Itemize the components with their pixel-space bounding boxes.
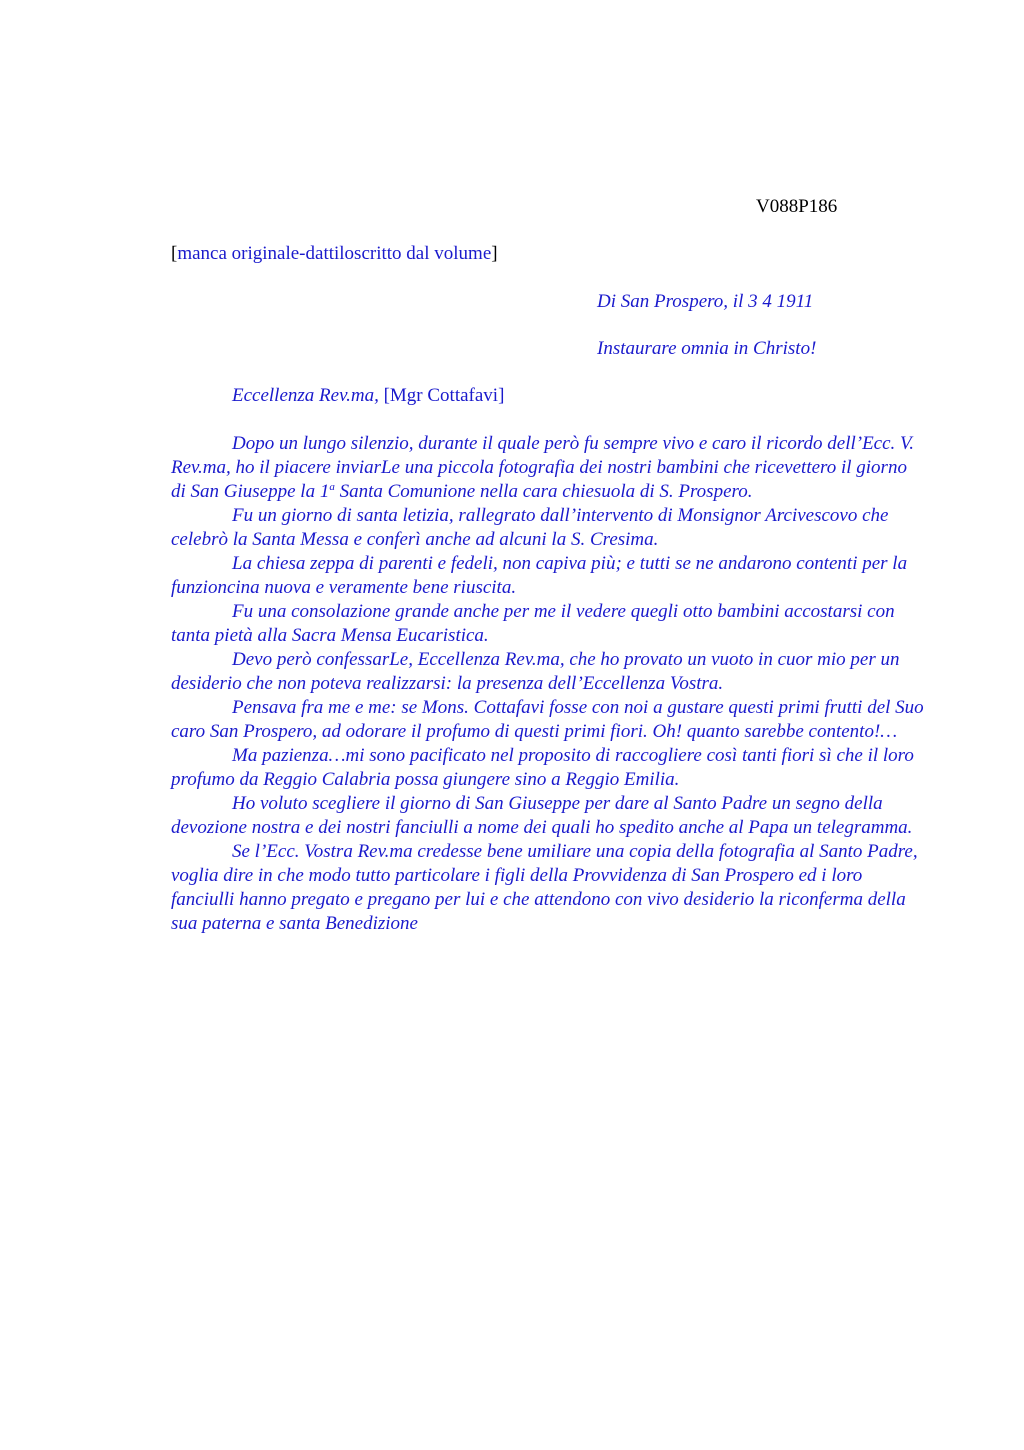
paragraph-2: Fu un giorno di santa letizia, rallegrato dall’intervento di Monsignor Arcivescovo che celebrò la Santa Messa e conferì anche ad alcuni la S. Cresima. — [171, 505, 889, 550]
paragraph-6: Pensava fra me e me: se Mons. Cottafavi fosse con noi a gustare questi primi frutti del Suo caro San Prospero, ad odorare il profumo di questi primi fiori. Oh! quanto sarebbe contento!… — [171, 697, 924, 742]
letter-body — [171, 432, 925, 936]
paragraph-5: Devo però confessarLe, Eccellenza Rev.ma, che ho provato un vuoto in cuor mio per un desiderio che non poteva realizzarsi: la presenza dell’Eccellenza Vostra. — [171, 649, 900, 694]
paragraph-1-tail: Santa Comunione nella cara chiesuola di S. Prospero. — [334, 481, 753, 502]
paragraph-8: Ho voluto scegliere il giorno di San Giuseppe per dare al Santo Padre un segno della devozione nostra e dei nostri fanciulli a nome dei quali ho spedito anche al Papa un telegramma. — [171, 793, 913, 838]
source-note — [171, 242, 498, 266]
note-open-bracket: [ — [171, 243, 178, 264]
paragraph-3: La chiesa zeppa di parenti e fedeli, non capiva più; e tutti se ne andarono contenti per la funzioncina nuova e veramente bene riuscita. — [171, 553, 908, 598]
paragraph-1-text: Dopo un lungo silenzio, durante il quale però fu sempre vivo e caro il ricordo dell’Ecc. V. Rev.ma, ho il piacere inviarLe una piccola fotografia dei nostri bambini che ricevettero il giorno di San Giuseppe la 1 — [171, 433, 914, 502]
paragraph-1-superscript: a — [329, 481, 335, 493]
place-date: Di San Prospero, il 3 4 1911 — [597, 291, 814, 312]
addressee: [Mgr Cottafavi] — [383, 385, 505, 406]
paragraph-9: Se l’Ecc. Vostra Rev.ma credesse bene umiliare una copia della fotografia al Santo Padre, voglia dire in che modo tutto particolare i figli della Provvidenza di San Prospero ed i loro fanciulli hanno pregato e pregano per lui e che attendono con vivo desiderio la riconferma della sua paterna e santa Benedizione — [171, 841, 918, 934]
paragraph-4: Fu una consolazione grande anche per me il vedere quegli otto bambini accostarsi con tanta pietà alla Sacra Mensa Eucaristica. — [171, 601, 895, 646]
note-text: manca originale-dattiloscritto dal volume — [177, 243, 492, 264]
salutation-line — [232, 384, 504, 408]
motto: Instaurare omnia in Christo! — [597, 338, 817, 359]
paragraph-1 — [171, 432, 925, 504]
salutation: Eccellenza Rev.ma, — [232, 385, 379, 406]
document-code: V088P186 — [756, 196, 838, 217]
paragraph-7: Ma pazienza…mi sono pacificato nel proposito di raccogliere così tanti fiori sì che il loro profumo da Reggio Calabria possa giungere sino a Reggio Emilia. — [171, 745, 914, 790]
note-close-bracket: ] — [491, 243, 498, 264]
